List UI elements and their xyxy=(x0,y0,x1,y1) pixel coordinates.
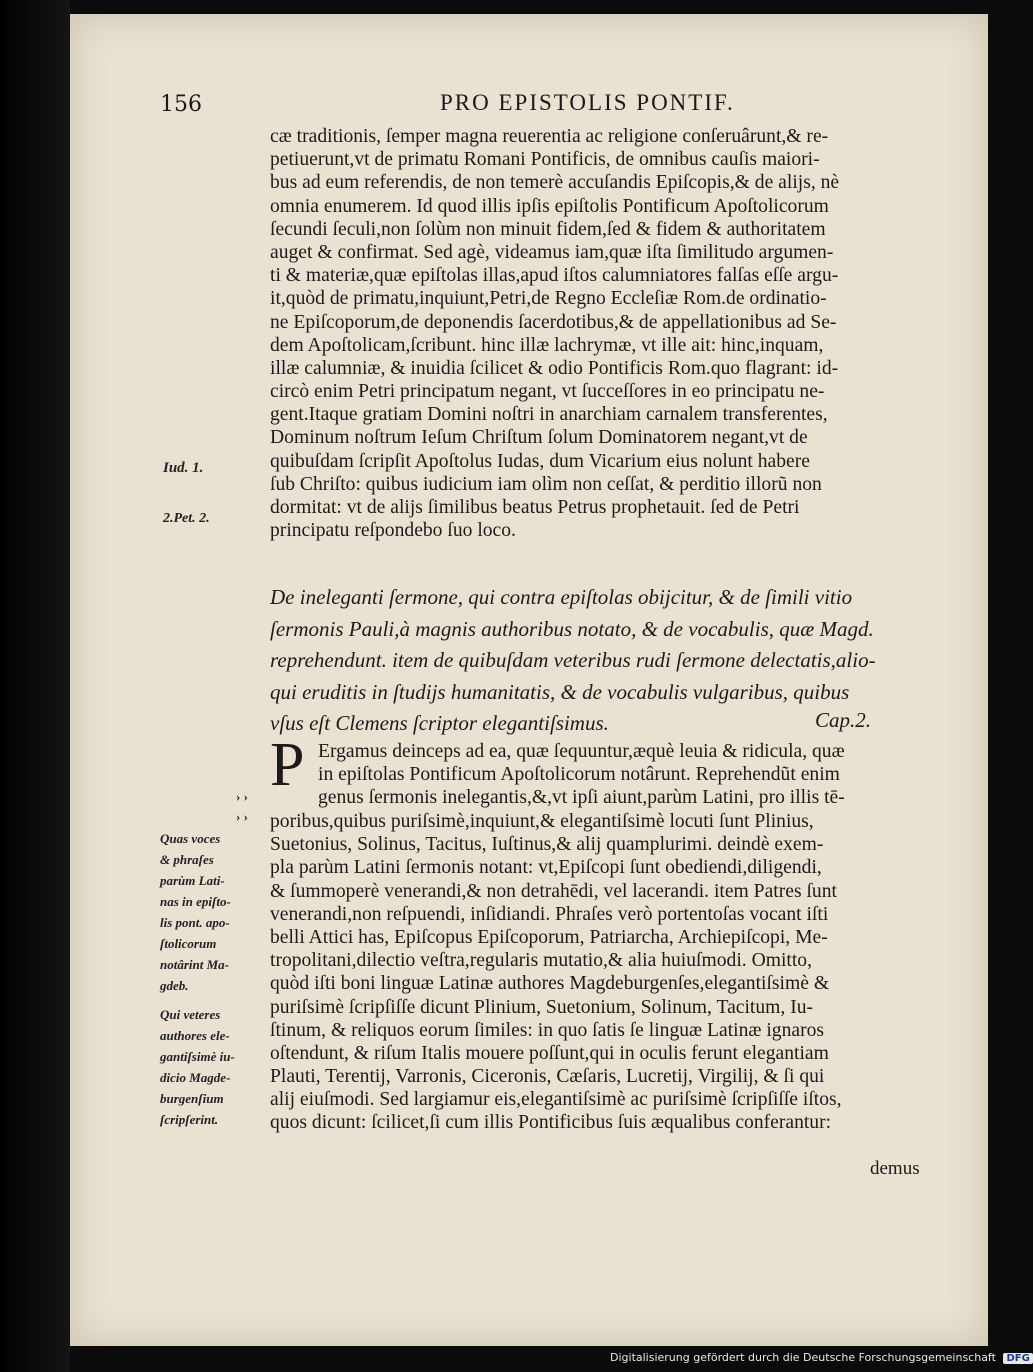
text-line: belli Attici has, Epiſcopus Epiſcoporum, Patriarcha, Archiepiſcopi, Me- xyxy=(270,926,828,948)
text-line: Plauti, Terentij, Varronis, Ciceronis, Cæſaris, Lucretij, Virgilij, & ſi qui xyxy=(270,1066,825,1088)
text-line: Ergamus deinceps ad ea, quæ ſequuntur,æquè leuia & ridicula, quæ xyxy=(318,741,845,762)
margin-note-voces xyxy=(160,828,231,996)
heading-line: De ineleganti ſermone, qui contra epiſtolas obijcitur, & de ſimili vitio xyxy=(270,585,853,609)
margin-quote-mark: › › xyxy=(236,809,248,824)
margin-note-line: nas in epiſto- xyxy=(160,894,231,909)
text-line: pla parùm Latini ſermonis notant: vt,Epiſcopi ſunt obediendi,diligendi, xyxy=(270,857,822,879)
text-line: dem Apoſtolicam,ſcribunt. hinc illæ lachrymæ, vt ille ait: hinc,inquam, xyxy=(270,334,824,356)
margin-note-line: lis pont. apo- xyxy=(160,915,230,930)
text-line: ti & materiæ,quæ epiſtolas illas,apud iſtos calumniatores falſas eſſe argu- xyxy=(270,265,839,287)
text-line: tropolitani,dilectio veſtra,regularis mutatio,& alia huiuſmodi. Omitto, xyxy=(270,950,812,972)
margin-quote-mark: › › xyxy=(236,789,248,804)
margin-note-line: Qui veteres xyxy=(160,1007,221,1022)
text-line: in epiſtolas Pontificum Apoſtolicorum notârunt. Reprehendũt enim xyxy=(318,764,840,786)
text-line: petiuerunt,vt de primatu Romani Pontificis, de omnibus cauſis maiori- xyxy=(270,149,820,171)
body-text-top xyxy=(270,125,839,542)
margin-note-line: dicio Magde- xyxy=(160,1070,231,1085)
chapter-heading xyxy=(270,582,876,740)
margin-note-line: ſtolicorum xyxy=(160,936,217,951)
text-line: Suetonius, Solinus, Tacitus, Iuſtinus,& alij quamplurimi. deindè exem- xyxy=(270,834,824,856)
dfg-logo: DFG xyxy=(1003,1353,1032,1364)
drop-cap: P xyxy=(270,731,305,799)
margin-note-veteres xyxy=(160,1004,235,1130)
text-line: puriſsimè ſcripſiſſe dicunt Plinium, Suetonium, Solinum, Tacitum, Iu- xyxy=(270,996,814,1018)
margin-note-line: gantiſsimè iu- xyxy=(160,1049,235,1064)
heading-line: qui eruditis in ſtudijs humanitatis, & de vocabulis vulgaribus, quibus xyxy=(270,679,850,704)
text-line: gent.Itaque gratiam Domini noſtri in anarchiam carnalem transferentes, xyxy=(270,404,828,426)
margin-note-line: authores ele- xyxy=(160,1028,230,1043)
text-line: poribus,quibus puriſsimè,inquiunt,& elegantiſsimè locuti ſunt Plinius, xyxy=(270,811,814,832)
text-line: & ſummoperè venerandi,& non detrahēdi, vel lacerandi. item Patres ſunt xyxy=(270,880,837,902)
body-text-dropcap-lines xyxy=(318,740,845,810)
scan-dark-edge xyxy=(0,0,70,1372)
text-line: oſtendunt, & riſum Italis mouere poſſunt,qui in oculis ferunt elegantiam xyxy=(270,1042,829,1064)
margin-note-line: notârint Ma- xyxy=(160,957,229,972)
text-line: circò enim Petri principatum negant, vt ſucceſſores in eo principatu ne- xyxy=(270,381,825,403)
margin-reference-peter: 2.Pet. 2. xyxy=(163,511,210,526)
margin-note-line: burgenſium xyxy=(160,1091,224,1106)
text-line: cæ traditionis, ſemper magna reuerentia ac religione conſeruârunt,& re- xyxy=(270,126,829,147)
margin-note-line: ſcripſerint. xyxy=(160,1112,219,1127)
heading-line: ſermonis Pauli,à magnis authoribus notato, & de vocabulis, quæ Magd. xyxy=(270,616,874,641)
digitization-footer xyxy=(610,1351,1033,1364)
text-line: alij eiuſmodi. Sed largiamur eis,elegantiſsimè ac puriſsimè ſcripſiſſe iſtos, xyxy=(270,1089,842,1111)
running-title: PRO EPISTOLIS PONTIF. xyxy=(440,90,735,115)
margin-note-line: Quas voces xyxy=(160,831,221,846)
text-line: illæ calumniæ, & inuidia ſcilicet & odio Pontificis Rom.quo flagrant: id- xyxy=(270,357,839,379)
text-line: ne Epiſcoporum,de deponendis ſacerdotibus,& de appellationibus ad Se- xyxy=(270,311,837,333)
text-line: auget & confirmat. Sed agè, videamus iam,quæ iſta ſimilitudo argumen- xyxy=(270,241,834,263)
margin-note-line: gdeb. xyxy=(160,978,189,993)
text-line: dormitat: vt de alijs ſimilibus beatus Petrus prophetauit. ſed de Petri xyxy=(270,497,800,518)
margin-note-line: & phraſes xyxy=(160,852,214,867)
chapter-label: Cap.2. xyxy=(815,708,872,732)
page-number: 156 xyxy=(160,92,202,117)
text-line: omnia enumerem. Id quod illis ipſis epiſtolis Pontificum Apoſtolicorum xyxy=(270,195,829,217)
text-line: venerandi,non reſpuendi, inſidiandi. Phraſes verò portentoſas vocant iſti xyxy=(270,903,829,925)
margin-reference-jude: Iud. 1. xyxy=(163,460,204,476)
text-line: bus ad eum referendis, de non temerè accuſandis Epiſcopis,& de alijs, nè xyxy=(270,172,840,194)
text-line: ſtinum, & reliquos eorum ſimiles: in quo ſatis ſe linguæ Latinæ ignaros xyxy=(270,1019,825,1041)
heading-line: reprehendunt. item de quibuſdam veteribus rudi ſermone delectatis,alio- xyxy=(270,648,876,672)
text-line: ſecundi ſeculi,non ſolùm non minuit fidem,ſed & fidem & authoritatem xyxy=(270,218,826,240)
heading-line: vſus eſt Clemens ſcriptor elegantiſsimus. xyxy=(270,711,609,735)
footer-credit: Digitalisierung gefördert durch die Deutsche Forschungsgemeinschaft xyxy=(610,1351,996,1364)
text-line: genus ſermonis inelegantis,&,vt ipſi aiunt,parùm Latini, pro illis tē- xyxy=(318,787,845,809)
text-line: Dominum noſtrum Ieſum Chriſtum ſolum Dominatorem negant,vt de xyxy=(270,427,808,449)
text-line: quibuſdam ſcripſit Apoſtolus Iudas, dum Vicarium eius nolunt habere xyxy=(270,450,810,472)
text-line: quos dicunt: ſcilicet,ſi cum illis Pontificibus ſuis æqualibus conferantur: xyxy=(270,1112,832,1134)
body-text-bottom xyxy=(270,810,842,1135)
margin-note-line: parùm Lati- xyxy=(160,873,225,888)
text-line: principatu reſpondebo ſuo loco. xyxy=(270,520,516,542)
text-line: it,quòd de primatu,inquiunt,Petri,de Regno Eccleſiæ Rom.de ordinatio- xyxy=(270,288,827,310)
text-line: quòd iſti boni linguæ Latinæ authores Magdeburgenſes,elegantiſsimè & xyxy=(270,973,830,995)
text-line: ſub Chriſto: quibus iudicium iam olìm non ceſſat, & perditio illorũ non xyxy=(270,473,822,495)
catchword: demus xyxy=(870,1158,920,1179)
